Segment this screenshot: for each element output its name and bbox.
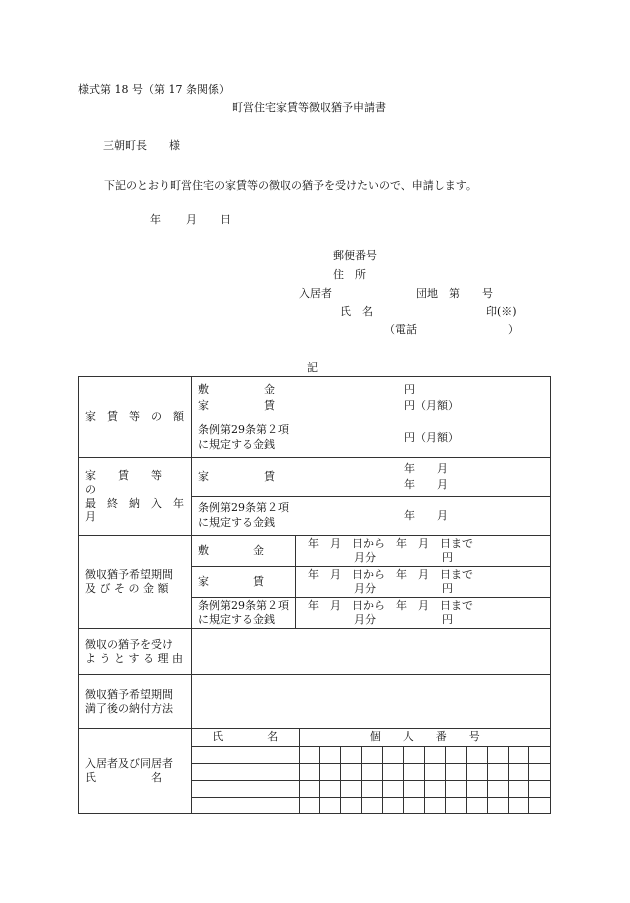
resident-number-digit[interactable] — [445, 763, 466, 780]
deferment-ordinance-label-2: に規定する金銭 — [198, 613, 275, 626]
resident-number-digit[interactable] — [508, 797, 529, 813]
resident-number-digit[interactable] — [320, 763, 341, 780]
danchi-label: 団地 第 号 — [416, 287, 493, 300]
deferment-deposit-row — [79, 536, 551, 567]
deferment-deposit-label-cell — [192, 536, 296, 567]
payment-method-heading: 徴収猶予希望期間 満了後の納付方法 — [79, 675, 192, 729]
resident-number-col-header: 個 人 番 号 — [299, 729, 550, 746]
final-payment-rent-cell[interactable] — [192, 458, 551, 497]
deferment-rent-label: 家 賃 — [198, 575, 264, 589]
rent-amount-detail[interactable] — [192, 377, 551, 458]
ordinance-value: 円（月額） — [404, 431, 459, 444]
deferment-rent-period[interactable] — [296, 567, 551, 598]
resident-number-digit[interactable] — [466, 780, 487, 797]
resident-number-digit[interactable] — [445, 797, 466, 813]
payment-method-row — [79, 675, 551, 729]
rent-amount-section — [79, 377, 551, 458]
final-ordinance-label-2: に規定する金銭 — [198, 516, 275, 529]
resident-name-field[interactable] — [192, 763, 299, 780]
address-label: 住 所 — [333, 268, 366, 281]
resident-number-digit[interactable] — [299, 797, 320, 813]
date-month: 月 — [186, 213, 197, 226]
resident-number-digit[interactable] — [487, 746, 508, 763]
resident-number-digit[interactable] — [320, 746, 341, 763]
reason-field[interactable] — [192, 629, 551, 675]
final-payment-ordinance-cell[interactable] — [192, 497, 551, 536]
deposit-amount-line: 月分 円 — [354, 551, 453, 564]
resident-number-digit[interactable] — [299, 780, 320, 797]
resident-number-digit[interactable] — [341, 780, 362, 797]
resident-entry-row — [192, 763, 550, 780]
resident-number-digit[interactable] — [341, 763, 362, 780]
date-day: 日 — [220, 213, 231, 226]
resident-number-digit[interactable] — [487, 763, 508, 780]
payment-method-field[interactable] — [192, 675, 551, 729]
deferment-ordinance-label-1: 条例第29条第２項 — [198, 599, 289, 613]
resident-number-digit[interactable] — [341, 746, 362, 763]
resident-number-digit[interactable] — [320, 780, 341, 797]
phone-open: （電話 — [384, 323, 417, 336]
resident-number-digit[interactable] — [445, 780, 466, 797]
resident-number-digit[interactable] — [529, 763, 550, 780]
ordinance-period-line: 年 月 日から 年 月 日まで — [308, 599, 473, 613]
rent-value: 円（月額） — [404, 399, 459, 412]
date-year: 年 — [150, 213, 161, 226]
resident-number-digit[interactable] — [299, 746, 320, 763]
deferment-deposit-period[interactable] — [296, 536, 551, 567]
resident-number-digit[interactable] — [466, 746, 487, 763]
addressee: 三朝町長 様 — [103, 139, 180, 152]
resident-label: 入居者 — [299, 287, 332, 300]
resident-number-digit[interactable] — [424, 797, 445, 813]
resident-number-digit[interactable] — [404, 763, 425, 780]
residents-grid-cell — [192, 729, 551, 814]
application-form-table — [78, 376, 551, 814]
deposit-label: 敷 金 — [198, 383, 275, 396]
resident-number-digit[interactable] — [529, 746, 550, 763]
resident-number-digit[interactable] — [299, 763, 320, 780]
reason-row — [79, 629, 551, 675]
resident-number-digit[interactable] — [424, 763, 445, 780]
resident-entry-row — [192, 746, 550, 763]
deferment-heading: 徴収猶予希望期間 及 び そ の 金 額 — [79, 536, 192, 629]
resident-number-digit[interactable] — [362, 797, 383, 813]
residents-heading: 入居者及び同居者 氏 名 — [79, 729, 192, 814]
deferment-rent-label-cell — [192, 567, 296, 598]
resident-number-digit[interactable] — [404, 746, 425, 763]
resident-number-digit[interactable] — [424, 746, 445, 763]
resident-number-digit[interactable] — [508, 763, 529, 780]
resident-entry-row — [192, 780, 550, 797]
resident-number-digit[interactable] — [404, 780, 425, 797]
resident-number-digit[interactable] — [508, 780, 529, 797]
ordinance-label-2: に規定する金銭 — [198, 438, 275, 451]
resident-number-digit[interactable] — [383, 763, 404, 780]
final-ordinance-value: 年 月 — [404, 509, 448, 522]
reason-heading: 徴収の猶予を受け よ う と す る 理 由 — [79, 629, 192, 675]
resident-name-field[interactable] — [192, 797, 299, 813]
deferment-ordinance-period[interactable] — [296, 598, 551, 629]
resident-number-digit[interactable] — [424, 780, 445, 797]
deferment-ordinance-label-cell — [192, 598, 296, 629]
intro-text: 下記のとおり町営住宅の家賃等の徴収の猶予を受けたいので、申請します。 — [104, 179, 477, 192]
resident-number-digit[interactable] — [383, 780, 404, 797]
resident-number-digit[interactable] — [487, 797, 508, 813]
resident-number-digit[interactable] — [341, 797, 362, 813]
ordinance-amount-line: 月分 円 — [354, 613, 453, 626]
residents-grid — [192, 729, 550, 813]
rent-label: 家 賃 — [198, 399, 275, 412]
resident-number-digit[interactable] — [529, 780, 550, 797]
rent-amount-heading: 家 賃 等 の 額 — [79, 377, 192, 458]
resident-number-digit[interactable] — [383, 746, 404, 763]
resident-number-digit[interactable] — [466, 763, 487, 780]
form-number: 様式第 18 号（第 17 条関係） — [78, 83, 230, 96]
rent-period-line: 年 月 日から 年 月 日まで — [308, 568, 473, 582]
postal-label: 郵便番号 — [333, 249, 377, 262]
resident-number-digit[interactable] — [383, 797, 404, 813]
resident-name-field[interactable] — [192, 780, 299, 797]
final-rent-label: 家 賃 — [198, 470, 275, 483]
residents-header-row — [192, 729, 550, 746]
resident-number-digit[interactable] — [508, 746, 529, 763]
final-rent-value-2: 年 月 — [404, 478, 448, 491]
final-payment-rent-row — [79, 458, 551, 497]
resident-number-digit[interactable] — [466, 797, 487, 813]
form-title: 町営住宅家賃等徴収猶予申請書 — [232, 101, 386, 114]
resident-number-digit[interactable] — [320, 797, 341, 813]
final-ordinance-label-1: 条例第29条第２項 — [198, 501, 289, 514]
deposit-value: 円 — [404, 383, 415, 396]
name-label: 氏 名 — [340, 305, 373, 318]
deposit-period-line: 年 月 日から 年 月 日まで — [308, 537, 473, 551]
phone-close: ） — [508, 323, 519, 336]
resident-number-digit[interactable] — [404, 797, 425, 813]
ordinance-label-1: 条例第29条第２項 — [198, 423, 289, 436]
resident-number-digit[interactable] — [529, 797, 550, 813]
ki-label: 記 — [307, 361, 318, 374]
resident-number-digit[interactable] — [362, 746, 383, 763]
final-rent-value-1: 年 月 — [404, 462, 448, 475]
resident-number-digit[interactable] — [487, 780, 508, 797]
resident-number-digit[interactable] — [362, 780, 383, 797]
resident-name-field[interactable] — [192, 746, 299, 763]
rent-amount-line: 月分 円 — [354, 582, 453, 595]
resident-name-col-header: 氏 名 — [192, 729, 299, 746]
resident-number-digit[interactable] — [445, 746, 466, 763]
resident-entry-row — [192, 797, 550, 813]
seal-label: 印(※) — [486, 305, 517, 318]
resident-number-digit[interactable] — [362, 763, 383, 780]
residents-row — [79, 729, 551, 814]
deferment-deposit-label: 敷 金 — [198, 544, 264, 558]
final-payment-heading: 家 賃 等 の 最 終 納 入 年 月 — [79, 458, 192, 536]
